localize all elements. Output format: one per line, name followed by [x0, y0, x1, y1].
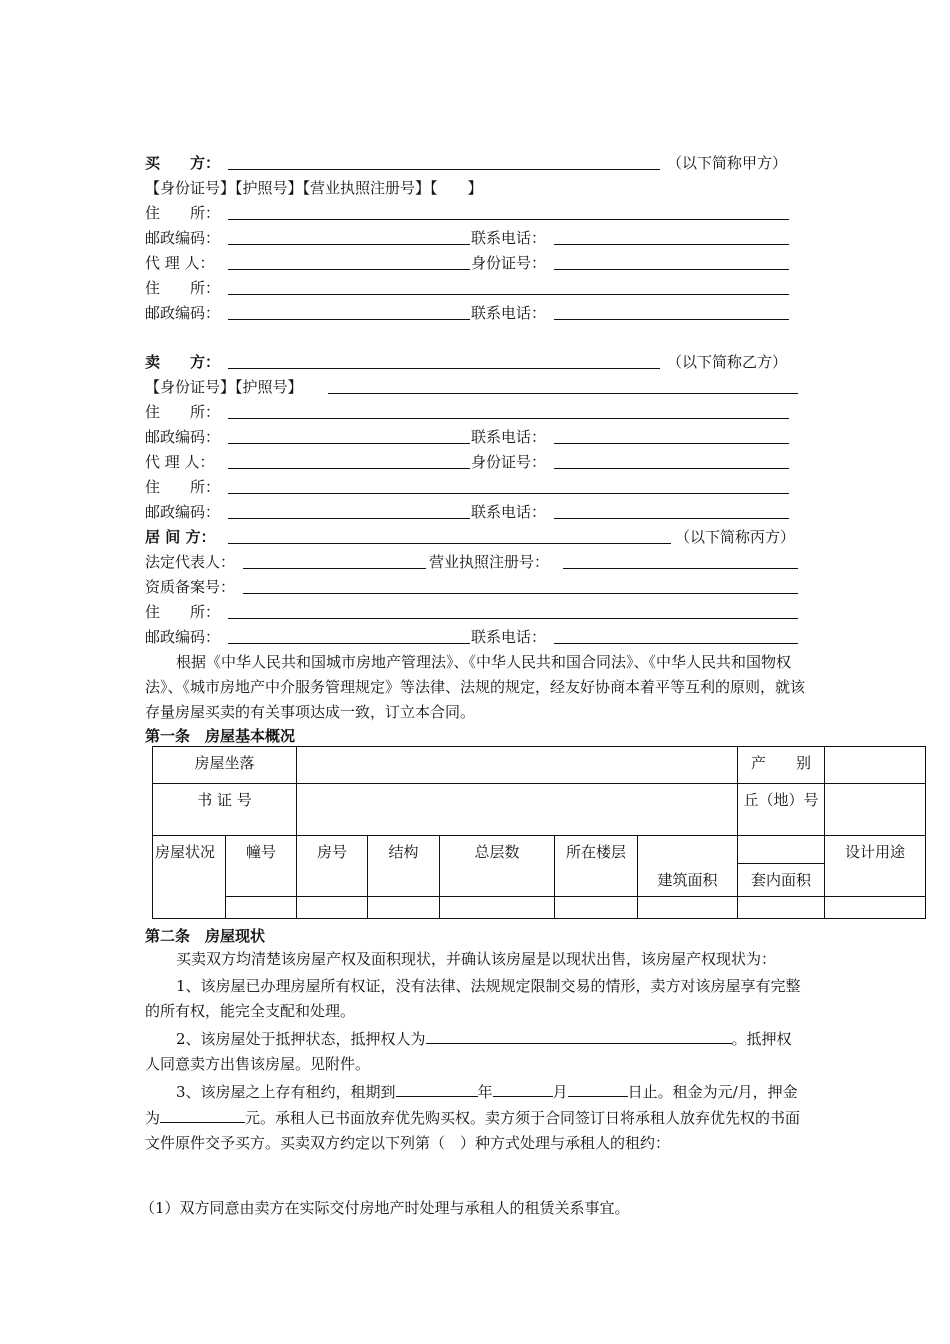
buyer-agent-postcode-label: 邮政编码：	[145, 304, 221, 322]
article2-title: 第二条 房屋现状	[145, 927, 266, 945]
room-no-label: 房号	[317, 843, 348, 861]
broker-postcode-label: 邮政编码：	[145, 628, 221, 646]
broker-legal-rep-row	[145, 551, 805, 573]
seller-agent-address-label: 住 所：	[145, 478, 221, 496]
seller-phone-label: 联系电话：	[471, 428, 547, 446]
broker-name-field[interactable]	[228, 543, 671, 544]
broker-postcode-field[interactable]	[228, 643, 470, 644]
certificate-label-cell	[153, 784, 297, 836]
lease-day-field[interactable]	[568, 1079, 628, 1097]
buyer-agent-address-label: 住 所：	[145, 279, 221, 297]
seller-phone-field[interactable]	[554, 443, 789, 444]
buyer-address-row	[145, 202, 795, 224]
seller-agent-postcode-field[interactable]	[228, 518, 470, 519]
seller-id-types: 【身份证号】【护照号】	[145, 378, 303, 396]
broker-qualification-row	[145, 576, 805, 598]
article2-body	[145, 947, 805, 1156]
seller-label: 卖 方：	[145, 353, 221, 371]
buyer-agent-postcode-row	[145, 302, 795, 324]
buyer-name-field[interactable]	[228, 169, 660, 170]
certificate-label: 书 证 号	[197, 791, 252, 809]
item3-year: 年	[477, 1083, 493, 1101]
property-type-value-cell[interactable]	[825, 747, 926, 784]
broker-qualification-label: 资质备案号：	[145, 578, 236, 596]
building-area-value[interactable]	[638, 897, 738, 919]
seller-name-field[interactable]	[228, 368, 660, 369]
room-no-value[interactable]	[297, 897, 368, 919]
location-value-cell[interactable]	[297, 747, 738, 784]
broker-license-field[interactable]	[563, 568, 798, 569]
buyer-id-types: 【身份证号】【护照号】【营业执照注册号】【 】	[145, 179, 483, 197]
broker-address-field[interactable]	[228, 618, 798, 619]
buyer-agent-phone-label: 联系电话：	[471, 304, 547, 322]
broker-row	[145, 526, 805, 548]
seller-address-label: 住 所：	[145, 403, 221, 421]
status-label: 房屋状况	[155, 843, 216, 861]
inner-area-label: 套内面积	[751, 871, 812, 889]
hill-no-value-cell[interactable]	[825, 784, 926, 836]
inner-area-value[interactable]	[738, 897, 825, 919]
building-no-cell	[226, 836, 297, 897]
item2-text-b: 。抵押权人同意卖方出售该房屋。见附件。	[145, 1030, 792, 1073]
building-no-label: 幢号	[246, 843, 277, 861]
deposit-field[interactable]	[160, 1105, 245, 1123]
seller-id-field[interactable]	[328, 393, 798, 394]
article2-item1: 1、该房屋已办理房屋所有权证，没有法律、法规规定限制交易的情形，卖方对该房屋享有完整的所有权，能完全支配和处理。	[145, 977, 801, 1020]
seller-agent-address-field[interactable]	[228, 493, 789, 494]
status-label-cell	[153, 836, 226, 919]
building-area-cell	[638, 836, 738, 897]
property-type-label: 产 别	[751, 754, 812, 772]
location-label-cell	[153, 747, 297, 784]
broker-license-label: 营业执照注册号：	[429, 553, 550, 571]
seller-suffix: （以下简称乙方）	[667, 353, 788, 371]
article2-intro: 买卖双方均清楚该房屋产权及面积现状，并确认该房屋是以现状出售，该房屋产权现状为：	[176, 950, 777, 968]
design-use-label: 设计用途	[845, 843, 906, 861]
design-use-value[interactable]	[825, 897, 926, 919]
broker-address-row	[145, 601, 805, 623]
buyer-id-types-row	[145, 177, 795, 199]
item3-month: 月	[552, 1083, 568, 1101]
buyer-postcode-row	[145, 227, 795, 249]
seller-agent-phone-label: 联系电话：	[471, 503, 547, 521]
hill-no-label-cell	[738, 784, 825, 836]
broker-label: 居 间 方：	[145, 528, 216, 546]
seller-address-row	[145, 401, 795, 423]
broker-address-label: 住 所：	[145, 603, 221, 621]
buyer-postcode-field[interactable]	[228, 244, 470, 245]
seller-agent-phone-field[interactable]	[554, 518, 789, 519]
seller-agent-row	[145, 451, 795, 473]
buyer-label: 买 方：	[145, 154, 221, 172]
buyer-agent-field[interactable]	[228, 269, 470, 270]
seller-agent-postcode-label: 邮政编码：	[145, 503, 221, 521]
structure-cell	[368, 836, 440, 897]
area-header-spacer	[738, 836, 825, 864]
hill-no-label: 丘（地）号	[743, 791, 819, 809]
broker-phone-label: 联系电话：	[471, 628, 547, 646]
buyer-suffix: （以下简称甲方）	[667, 154, 788, 172]
property-table	[152, 746, 926, 919]
buyer-agent-id-field[interactable]	[554, 269, 789, 270]
item3-text-b: 元。承租人已书面放弃优先购买权。卖方须于合同签订日将承租人放弃优先权的书面文件原件交予买方。买卖双方约定以下列第（ ）种方式处理与承租人的租约：	[145, 1109, 801, 1152]
structure-value[interactable]	[368, 897, 440, 919]
article2-option1	[140, 1196, 800, 1221]
item3-text-a: 3、该房屋之上存有租约，租期到	[176, 1083, 396, 1101]
seller-agent-id-label: 身份证号：	[471, 453, 547, 471]
total-floors-cell	[440, 836, 555, 897]
broker-phone-field[interactable]	[554, 643, 798, 644]
seller-address-field[interactable]	[228, 418, 789, 419]
certificate-value-cell[interactable]	[297, 784, 738, 836]
seller-postcode-row	[145, 426, 795, 448]
seller-row	[145, 351, 795, 373]
seller-agent-postcode-row	[145, 501, 795, 523]
buyer-phone-label: 联系电话：	[471, 229, 547, 247]
item3-day: 日止。租金为元/月，押金为	[145, 1083, 798, 1127]
floor-label: 所在楼层	[566, 843, 627, 861]
building-no-value[interactable]	[226, 897, 297, 919]
structure-label: 结构	[388, 843, 419, 861]
design-use-cell	[825, 836, 926, 897]
buyer-phone-field[interactable]	[554, 244, 789, 245]
lease-month-field[interactable]	[493, 1079, 553, 1097]
buyer-agent-label: 代 理 人：	[145, 254, 215, 272]
buyer-agent-id-label: 身份证号：	[471, 254, 547, 272]
item2-text-a: 2、该房屋处于抵押状态，抵押权人为	[176, 1030, 426, 1048]
mortgagee-field[interactable]	[426, 1026, 732, 1044]
buyer-agent-address-row	[145, 277, 795, 299]
seller-postcode-field[interactable]	[228, 443, 470, 444]
broker-legal-rep-label: 法定代表人：	[145, 553, 236, 571]
floor-cell	[555, 836, 638, 897]
seller-agent-label: 代 理 人：	[145, 453, 215, 471]
property-type-label-cell	[738, 747, 825, 784]
floor-value[interactable]	[555, 897, 638, 919]
broker-qualification-field[interactable]	[243, 593, 798, 594]
article2-item2	[145, 1026, 805, 1077]
buyer-address-field[interactable]	[228, 219, 789, 220]
room-no-cell	[297, 836, 368, 897]
seller-agent-field[interactable]	[228, 468, 470, 469]
article1-title: 第一条 房屋基本概况	[145, 727, 296, 745]
seller-postcode-label: 邮政编码：	[145, 428, 221, 446]
buyer-agent-address-field[interactable]	[228, 294, 789, 295]
seller-agent-id-field[interactable]	[554, 468, 789, 469]
preamble-text: 根据《中华人民共和国城市房地产管理法》、《中华人民共和国合同法》、《中华人民共和国物权法》、《城市房地产中介服务管理规定》等法律、法规的规定，经友好协商本着平等互利的原则，就该存量房屋买卖的有关事项达成一致，订立本合同。	[145, 653, 806, 721]
buyer-agent-postcode-field[interactable]	[228, 319, 470, 320]
broker-postcode-row	[145, 626, 805, 648]
seller-agent-address-row	[145, 476, 795, 498]
seller-id-types-row	[145, 376, 805, 398]
broker-legal-rep-field[interactable]	[243, 568, 426, 569]
article2-item3	[145, 1079, 805, 1156]
lease-year-field[interactable]	[396, 1079, 478, 1097]
buyer-address-label: 住 所：	[145, 204, 221, 222]
total-floors-label: 总层数	[474, 843, 520, 861]
preamble	[145, 650, 805, 725]
inner-area-cell	[738, 864, 825, 897]
option1-text: （1）双方同意由卖方在实际交付房地产时处理与承租人的租赁关系事宜。	[140, 1199, 630, 1217]
buyer-row	[145, 152, 795, 174]
buyer-postcode-label: 邮政编码：	[145, 229, 221, 247]
location-label: 房屋坐落	[194, 754, 255, 772]
buyer-agent-row	[145, 252, 795, 274]
broker-suffix: （以下简称丙方）	[675, 528, 796, 546]
total-floors-value[interactable]	[440, 897, 555, 919]
buyer-agent-phone-field[interactable]	[554, 319, 789, 320]
building-area-label: 建筑面积	[657, 871, 718, 889]
